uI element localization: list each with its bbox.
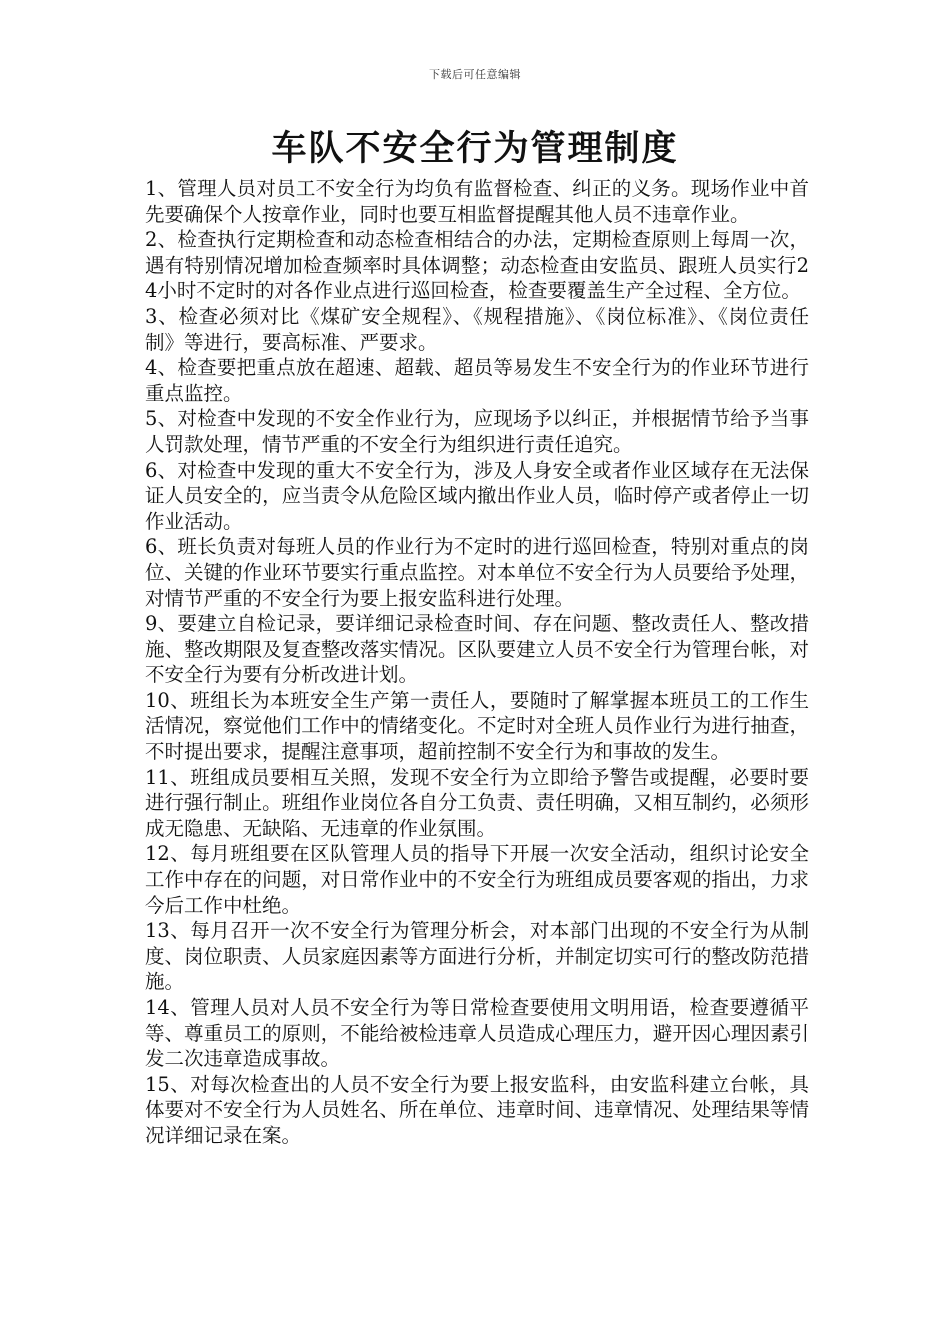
paragraph-7: 6、班长负责对每班人员的作业行为不定时的进行巡回检查，特别对重点的岗位、关键的作业环节要实行重点监控。对本单位不安全行为人员要给予处理，对情节严重的不安全行为要上报安监科进行处理。	[145, 535, 809, 610]
paragraph-10: 11、班组成员要相互关照，发现不安全行为立即给予警告或提醒，必要时要进行强行制止。班组作业岗位各自分工负责、责任明确，又相互制约，必须形成无隐患、无缺陷、无违章的作业氛围。	[145, 765, 809, 840]
paragraph-6: 6、对检查中发现的重大不安全行为，涉及人身安全或者作业区域存在无法保证人员安全的，应当责令从危险区域内撤出作业人员，临时停产或者停止一切作业活动。	[145, 458, 809, 533]
document-body	[145, 176, 809, 1149]
paragraph-3: 3、检查必须对比《煤矿安全规程》、《规程措施》、《岗位标准》、《岗位责任制》等进行，要高标准、严要求。	[145, 304, 809, 354]
paragraph-8: 9、要建立自检记录，要详细记录检查时间、存在问题、整改责任人、整改措施、整改期限及复查整改落实情况。区队要建立人员不安全行为管理台帐，对不安全行为要有分析改进计划。	[145, 612, 809, 687]
paragraph-12: 13、每月召开一次不安全行为管理分析会，对本部门出现的不安全行为从制度、岗位职责、人员家庭因素等方面进行分析，并制定切实可行的整改防范措施。	[145, 919, 809, 994]
paragraph-5: 5、对检查中发现的不安全作业行为，应现场予以纠正，并根据情节给予当事人罚款处理，情节严重的不安全行为组织进行责任追究。	[145, 407, 809, 456]
paragraph-13: 14、管理人员对人员不安全行为等日常检查要使用文明用语，检查要遵循平等、尊重员工的原则，不能给被检违章人员造成心理压力，避开因心理因素引发二次违章造成事故。	[145, 996, 809, 1071]
paragraph-14: 15、对每次检查出的人员不安全行为要上报安监科，由安监科建立台帐，具体要对不安全行为人员姓名、所在单位、违章时间、违章情况、处理结果等情况详细记录在案。	[145, 1072, 809, 1147]
paragraph-9: 10、班组长为本班安全生产第一责任人，要随时了解掌握本班员工的工作生活情况，察觉他们工作中的情绪变化。不定时对全班人员作业行为进行抽查，不时提出要求，提醒注意事项，超前控制不安全行为和事故的发生。	[145, 688, 809, 764]
header-note: 下载后可任意编辑	[429, 68, 521, 81]
paragraph-2: 2、检查执行定期检查和动态检查相结合的办法，定期检查原则上每周一次，遇有特别情况增加检查频率时具体调整；动态检查由安监员、跟班人员实行24小时不定时的对各作业点进行巡回检查，检查要覆盖生产全过程、全方位。	[145, 228, 809, 303]
paragraph-11: 12、每月班组要在区队管理人员的指导下开展一次安全活动，组织讨论安全工作中存在的问题，对日常作业中的不安全行为班组成员要客观的指出，力求今后工作中杜绝。	[145, 842, 809, 917]
paragraph-1: 1、管理人员对员工不安全行为均负有监督检查、纠正的义务。现场作业中首先要确保个人按章作业，同时也要互相监督提醒其他人员不违章作业。	[145, 177, 809, 226]
document-title: 车队不安全行为管理制度	[271, 129, 679, 169]
paragraph-4: 4、检查要把重点放在超速、超载、超员等易发生不安全行为的作业环节进行重点监控。	[145, 356, 809, 405]
